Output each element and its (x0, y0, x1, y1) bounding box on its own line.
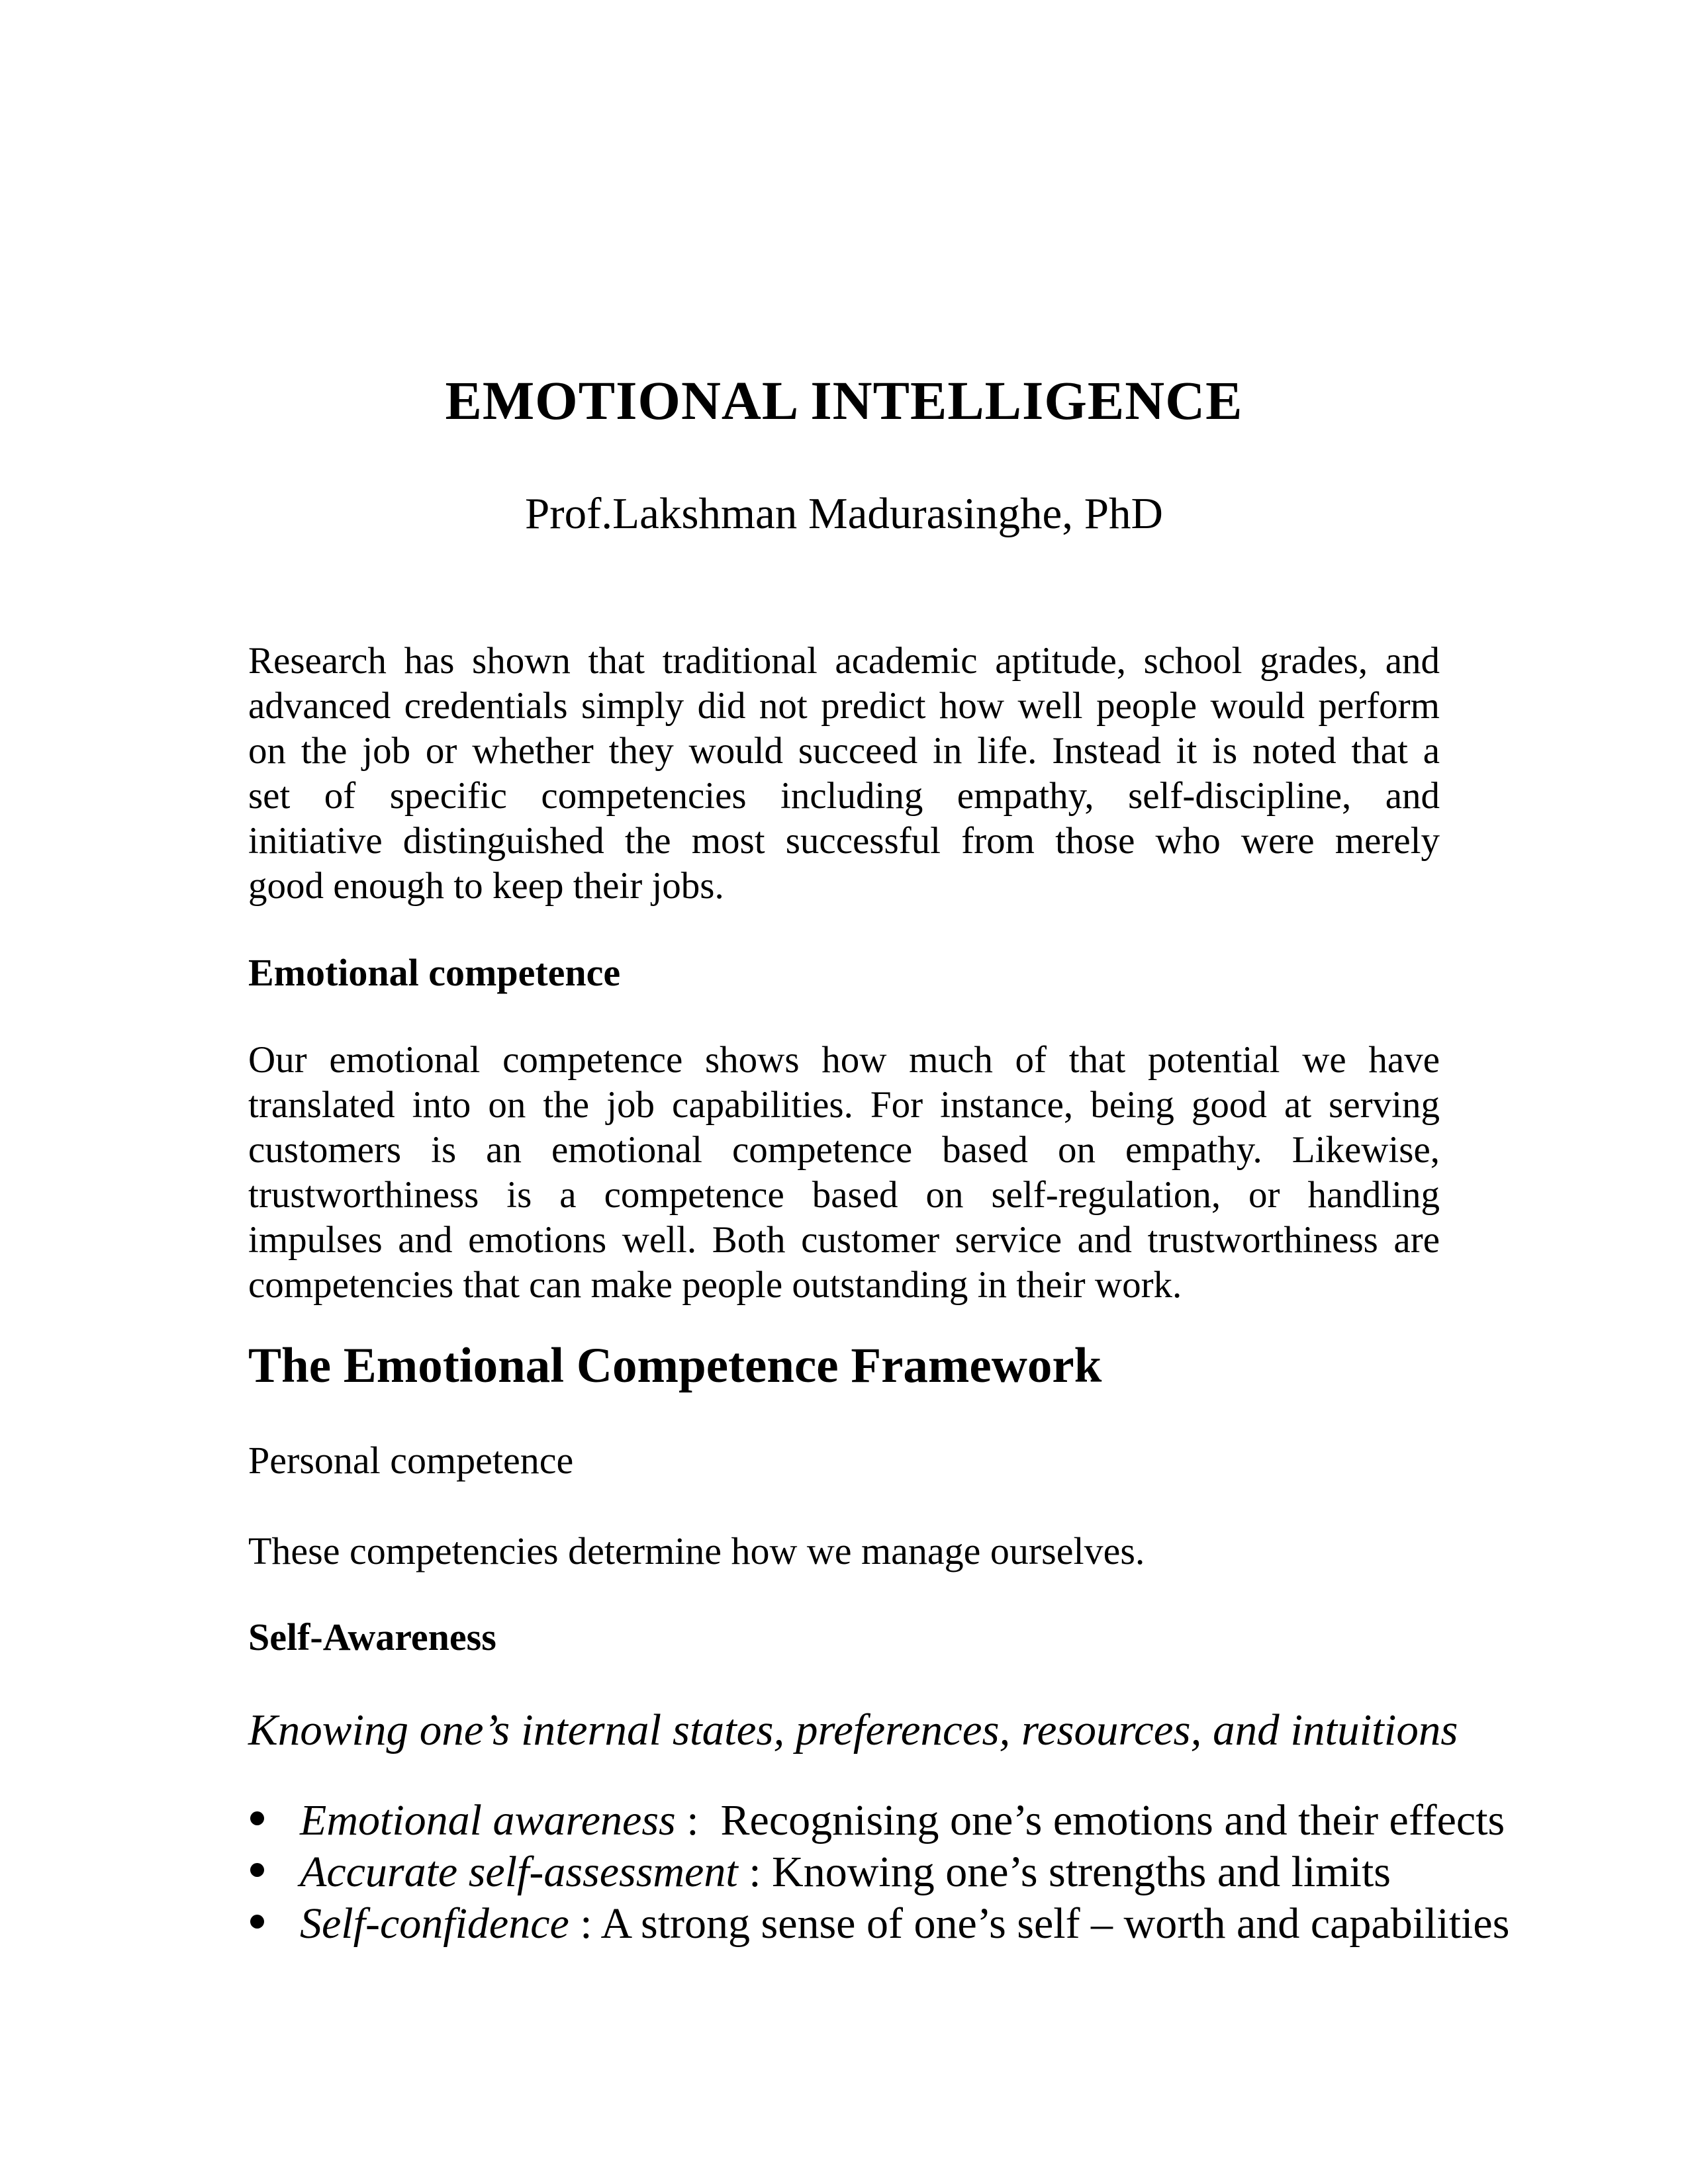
paragraph-line: initiative distinguished the most successful from those who were merely (248, 820, 1440, 862)
bullet-description: : A strong sense of one’s self – worth and capabilities (569, 1899, 1510, 1948)
paragraph-line: on the job or whether they would succeed in life. Instead it is noted that a (248, 730, 1440, 772)
text-these-competencies: These competencies determine how we manage ourselves. (248, 1529, 1145, 1572)
paragraph-line: Research has shown that traditional academic aptitude, school grades, and (248, 640, 1440, 682)
paragraph-line: competencies that can make people outstanding in their work. (248, 1264, 1182, 1306)
heading-emotional-competence: Emotional competence (248, 951, 621, 994)
subheading-personal-competence: Personal competence (248, 1439, 574, 1482)
paragraph-line: Our emotional competence shows how much of that potential we have (248, 1039, 1440, 1081)
bullet-dot-icon (250, 1863, 264, 1877)
heading-competence-framework: The Emotional Competence Framework (248, 1338, 1102, 1393)
paragraph-line: customers is an emotional competence based on empathy. Likewise, (248, 1129, 1440, 1171)
bullet-dot-icon (250, 1811, 264, 1825)
paragraph-line: translated into on the job capabilities. For instance, being good at serving (248, 1084, 1440, 1126)
bullet-list-item (248, 1898, 1510, 1950)
bullet-list-item (248, 1846, 1440, 1898)
bullet-description: : Recognising one’s emotions and their effects (675, 1796, 1505, 1844)
document-title: EMOTIONAL INTELLIGENCE (445, 370, 1243, 431)
heading-self-awareness: Self-Awareness (248, 1615, 496, 1659)
paragraph-line: advanced credentials simply did not predict how well people would perform (248, 685, 1440, 727)
paragraph-line: trustworthiness is a competence based on self-regulation, or handling (248, 1174, 1440, 1216)
bullet-term: Self-confidence (300, 1899, 569, 1948)
document-author: Prof.Lakshman Madurasinghe, PhD (525, 489, 1163, 538)
paragraph-line: set of specific competencies including empathy, self-discipline, and (248, 775, 1440, 817)
bullet-list-item (248, 1795, 1505, 1846)
text-knowing-internal-states: Knowing one’s internal states, preferences, resources, and intuitions (248, 1706, 1458, 1754)
bullet-term: Emotional awareness (300, 1796, 676, 1844)
bullet-term: Accurate self-assessment (300, 1848, 738, 1896)
bullet-list-self-awareness (248, 1795, 1510, 1950)
bullet-description: : Knowing one’s strengths and limits (737, 1848, 1391, 1896)
paragraph-line: impulses and emotions well. Both customer service and trustworthiness are (248, 1219, 1440, 1261)
paragraph-research (248, 639, 1440, 909)
bullet-dot-icon (250, 1915, 264, 1929)
paragraph-emotional-competence (248, 1038, 1440, 1308)
paragraph-line: good enough to keep their jobs. (248, 865, 724, 907)
